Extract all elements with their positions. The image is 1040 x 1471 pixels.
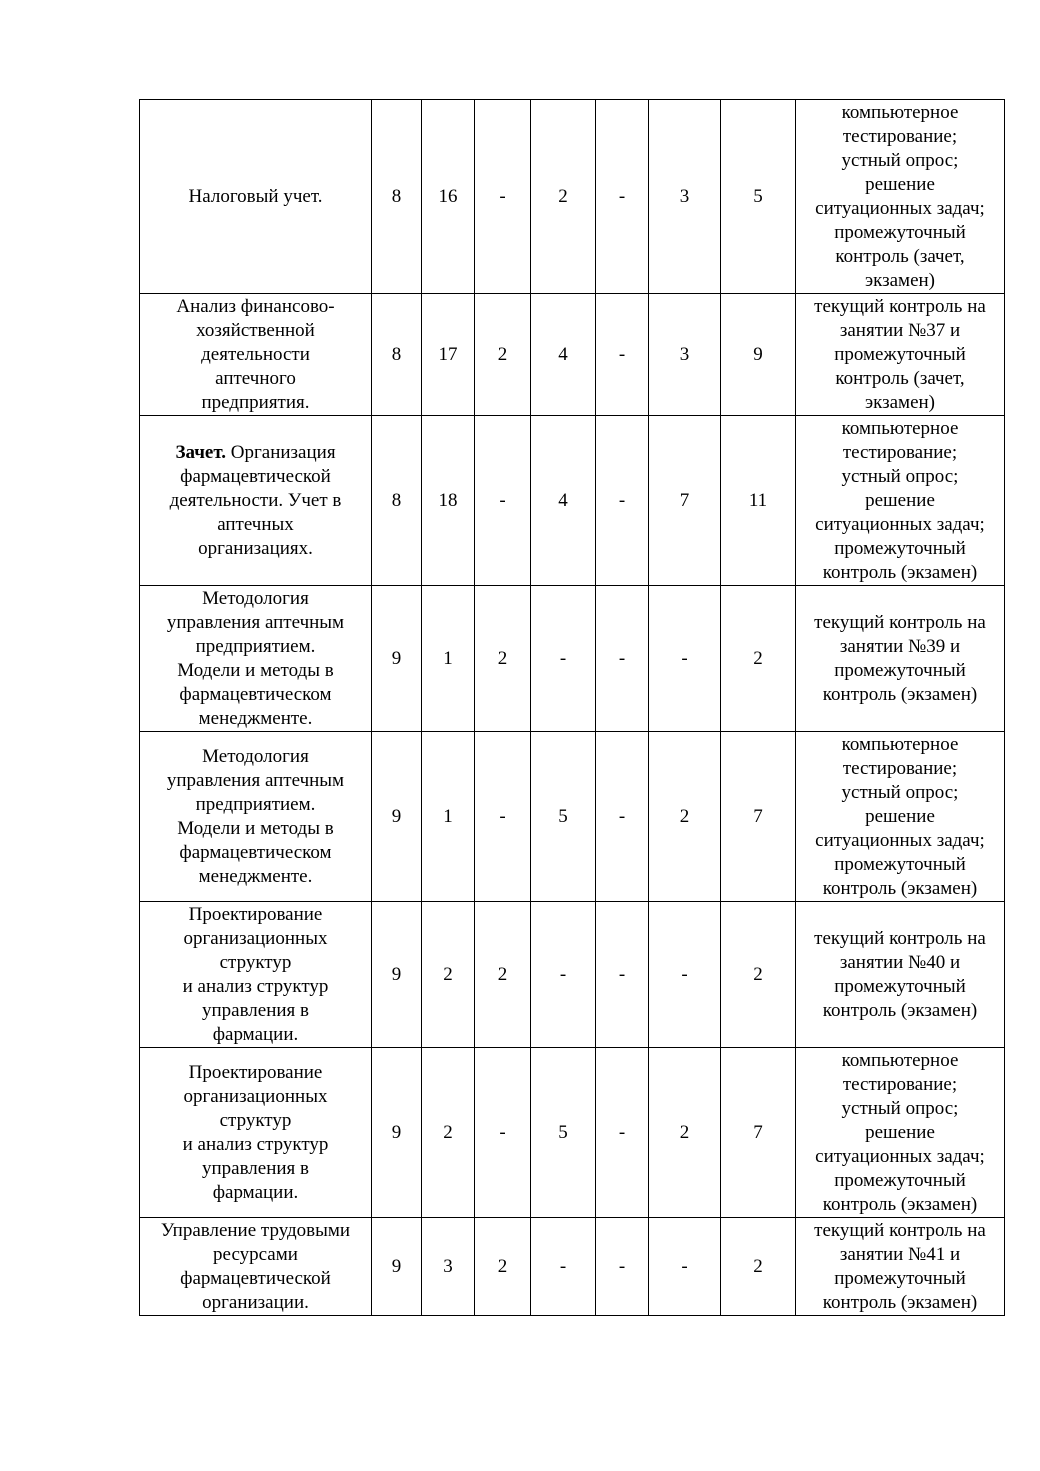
total-hours-cell: 7	[721, 732, 796, 902]
control-line: контроль (экзамен)	[822, 999, 978, 1021]
control-line: ситуационных задач;	[815, 513, 985, 535]
control-form-cell	[796, 1048, 1005, 1218]
self-study-cell: -	[649, 902, 721, 1048]
control-form-cell	[796, 416, 1005, 586]
topic-line: фармацевтической	[180, 465, 331, 487]
lesson-number-cell: 17	[422, 294, 475, 416]
self-study-cell: 2	[649, 732, 721, 902]
topic-line: структур	[219, 1109, 292, 1131]
topic-line: предприятия.	[201, 391, 310, 413]
topic-cell	[140, 732, 372, 902]
lesson-number-cell: 16	[422, 100, 475, 294]
practicals-cell: -	[531, 902, 596, 1048]
topic-line: предприятием.	[195, 635, 316, 657]
topic-line: управления аптечным	[166, 769, 345, 791]
topic-line: Модели и методы в	[177, 817, 334, 839]
control-line: контроль (экзамен)	[822, 877, 978, 899]
topic-line: менеджменте.	[198, 707, 313, 729]
control-line: контроль (экзамен)	[822, 683, 978, 705]
topic-cell	[140, 416, 372, 586]
topic-line: организационных	[183, 927, 328, 949]
topic-line: управления в	[201, 999, 310, 1021]
lectures-cell: -	[475, 1048, 531, 1218]
topic-line: фармацевтическом	[179, 683, 332, 705]
topic-line: организационных	[183, 1085, 328, 1107]
control-line: промежуточный	[834, 1169, 966, 1191]
table-row	[140, 1218, 1005, 1316]
control-line: промежуточный	[834, 1267, 966, 1289]
practicals-cell: 2	[531, 100, 596, 294]
total-hours-cell: 2	[721, 902, 796, 1048]
control-line: решение	[865, 1121, 935, 1143]
control-line: компьютерное	[841, 1049, 959, 1071]
topic-line: менеджменте.	[198, 865, 313, 887]
labs-cell: -	[596, 1048, 649, 1218]
table-row	[140, 732, 1005, 902]
semester-cell: 9	[372, 732, 422, 902]
control-line: компьютерное	[841, 101, 959, 123]
control-line: промежуточный	[834, 537, 966, 559]
control-line: устный опрос;	[841, 1097, 959, 1119]
control-line: компьютерное	[841, 733, 959, 755]
topic-line: управления в	[201, 1157, 310, 1179]
control-line: тестирование;	[842, 441, 958, 463]
control-line: решение	[865, 805, 935, 827]
lectures-cell: 2	[475, 586, 531, 732]
control-line: занятии №37 и	[839, 319, 961, 341]
control-line: ситуационных задач;	[815, 1145, 985, 1167]
control-line: ситуационных задач;	[815, 829, 985, 851]
control-form-cell	[796, 586, 1005, 732]
schedule-table	[139, 99, 1005, 1316]
control-line: текущий контроль на	[814, 611, 986, 633]
labs-cell: -	[596, 902, 649, 1048]
control-line: занятии №41 и	[839, 1243, 961, 1265]
control-line: экзамен)	[864, 269, 936, 291]
topic-line: деятельности. Учет в	[169, 489, 342, 511]
control-line: контроль (экзамен)	[822, 561, 978, 583]
self-study-cell: 3	[649, 100, 721, 294]
lesson-number-cell: 1	[422, 732, 475, 902]
total-hours-cell: 2	[721, 1218, 796, 1316]
topic-line: Методология	[202, 587, 309, 609]
table-row	[140, 1048, 1005, 1218]
control-line: ситуационных задач;	[815, 197, 985, 219]
control-line: устный опрос;	[841, 149, 959, 171]
labs-cell: -	[596, 100, 649, 294]
semester-cell: 8	[372, 294, 422, 416]
labs-cell: -	[596, 732, 649, 902]
topic-line: и анализ структур	[182, 1133, 329, 1155]
total-hours-cell: 7	[721, 1048, 796, 1218]
control-form-cell	[796, 732, 1005, 902]
topic-cell	[140, 902, 372, 1048]
topic-line: Модели и методы в	[177, 659, 334, 681]
control-form-cell	[796, 294, 1005, 416]
control-line: контроль (зачет,	[835, 245, 965, 267]
lesson-number-cell: 18	[422, 416, 475, 586]
self-study-cell: -	[649, 1218, 721, 1316]
control-line: тестирование;	[842, 757, 958, 779]
topic-line: Анализ финансово-	[176, 295, 335, 317]
topic-line: Налоговый учет.	[188, 185, 323, 207]
topic-line: предприятием.	[195, 793, 316, 815]
semester-cell: 9	[372, 902, 422, 1048]
topic-cell	[140, 100, 372, 294]
labs-cell: -	[596, 1218, 649, 1316]
practicals-cell: -	[531, 1218, 596, 1316]
topic-line: фармацевтической	[180, 1267, 331, 1289]
labs-cell: -	[596, 586, 649, 732]
control-form-cell	[796, 902, 1005, 1048]
control-line: контроль (экзамен)	[822, 1193, 978, 1215]
topic-line: и анализ структур	[182, 975, 329, 997]
topic-line: структур	[219, 951, 292, 973]
self-study-cell: 7	[649, 416, 721, 586]
control-line: текущий контроль на	[814, 1219, 986, 1241]
topic-bold-prefix: Зачет.	[175, 441, 227, 463]
practicals-cell: 5	[531, 732, 596, 902]
control-line: текущий контроль на	[814, 295, 986, 317]
topic-line: деятельности	[201, 343, 310, 365]
topic-line: аптечного	[215, 367, 296, 389]
lectures-cell: -	[475, 100, 531, 294]
control-line: контроль (экзамен)	[822, 1291, 978, 1313]
topic-line: организациях.	[198, 537, 313, 559]
lectures-cell: -	[475, 416, 531, 586]
control-line: устный опрос;	[841, 781, 959, 803]
control-line: промежуточный	[834, 853, 966, 875]
control-form-cell	[796, 100, 1005, 294]
control-line: решение	[865, 173, 935, 195]
topic-line: организации.	[202, 1291, 309, 1313]
labs-cell: -	[596, 294, 649, 416]
table-row	[140, 416, 1005, 586]
table-row	[140, 100, 1005, 294]
control-line: занятии №40 и	[839, 951, 961, 973]
control-line: текущий контроль на	[814, 927, 986, 949]
control-line: промежуточный	[834, 221, 966, 243]
topic-line: фармации.	[212, 1023, 299, 1045]
control-line: промежуточный	[834, 975, 966, 997]
total-hours-cell: 5	[721, 100, 796, 294]
control-line: занятии №39 и	[839, 635, 961, 657]
total-hours-cell: 2	[721, 586, 796, 732]
topic-line: Методология	[202, 745, 309, 767]
control-form-cell	[796, 1218, 1005, 1316]
semester-cell: 9	[372, 1218, 422, 1316]
self-study-cell: 2	[649, 1048, 721, 1218]
topic-line: Проектирование	[188, 903, 323, 925]
control-line: промежуточный	[834, 343, 966, 365]
topic-line: аптечных	[217, 513, 294, 535]
labs-cell: -	[596, 416, 649, 586]
control-line: контроль (зачет,	[835, 367, 965, 389]
topic-line: Зачет. Организация	[175, 441, 336, 463]
table-row	[140, 902, 1005, 1048]
lesson-number-cell: 2	[422, 902, 475, 1048]
lectures-cell: 2	[475, 902, 531, 1048]
semester-cell: 9	[372, 1048, 422, 1218]
control-line: устный опрос;	[841, 465, 959, 487]
semester-cell: 8	[372, 416, 422, 586]
control-line: решение	[865, 489, 935, 511]
lesson-number-cell: 3	[422, 1218, 475, 1316]
semester-cell: 9	[372, 586, 422, 732]
self-study-cell: -	[649, 586, 721, 732]
control-line: тестирование;	[842, 125, 958, 147]
self-study-cell: 3	[649, 294, 721, 416]
lesson-number-cell: 2	[422, 1048, 475, 1218]
topic-line: хозяйственной	[196, 319, 315, 341]
total-hours-cell: 11	[721, 416, 796, 586]
topic-line: ресурсами	[213, 1243, 298, 1265]
table-row	[140, 294, 1005, 416]
total-hours-cell: 9	[721, 294, 796, 416]
lectures-cell: -	[475, 732, 531, 902]
topic-cell	[140, 294, 372, 416]
control-line: промежуточный	[834, 659, 966, 681]
lectures-cell: 2	[475, 1218, 531, 1316]
topic-line: фармации.	[212, 1181, 299, 1203]
topic-cell	[140, 1048, 372, 1218]
practicals-cell: 4	[531, 416, 596, 586]
lectures-cell: 2	[475, 294, 531, 416]
practicals-cell: 5	[531, 1048, 596, 1218]
control-line: тестирование;	[842, 1073, 958, 1095]
topic-line: Проектирование	[188, 1061, 323, 1083]
lesson-number-cell: 1	[422, 586, 475, 732]
control-line: экзамен)	[864, 391, 936, 413]
semester-cell: 8	[372, 100, 422, 294]
practicals-cell: -	[531, 586, 596, 732]
topic-cell	[140, 586, 372, 732]
topic-line: Управление трудовыми	[160, 1219, 351, 1241]
table-row	[140, 586, 1005, 732]
topic-line: управления аптечным	[166, 611, 345, 633]
topic-line: фармацевтическом	[179, 841, 332, 863]
practicals-cell: 4	[531, 294, 596, 416]
topic-cell	[140, 1218, 372, 1316]
control-line: компьютерное	[841, 417, 959, 439]
